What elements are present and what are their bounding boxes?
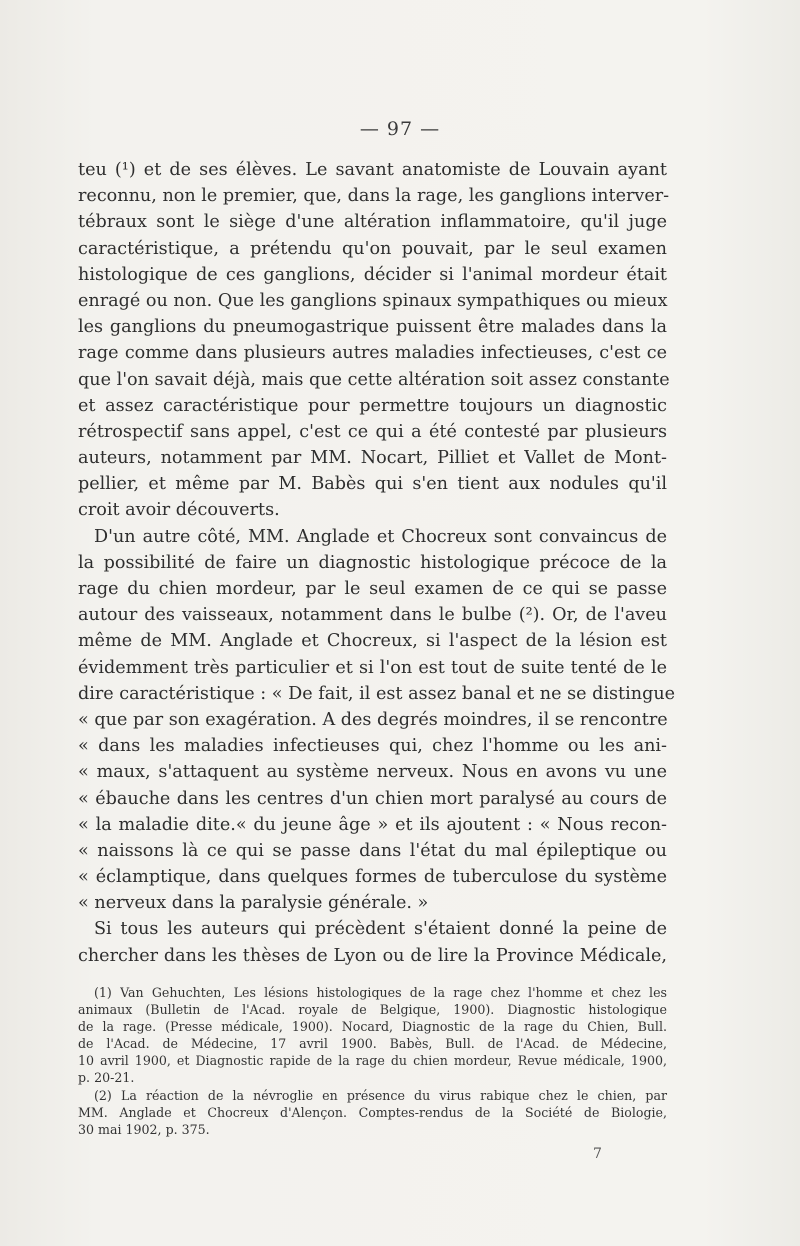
footnote-line: (2) La réaction de la névroglie en présence du virus rabique chez le chien, par bbox=[94, 1087, 667, 1103]
body-line: même de MM. Anglade et Chocreux, si l'aspect de la lésion est bbox=[78, 631, 667, 652]
body-line: auteurs, notamment par MM. Nocart, Pilliet et Vallet de Mont- bbox=[78, 448, 667, 469]
body-line: les ganglions du pneumogastrique puissent être malades dans la bbox=[78, 317, 667, 338]
footnote-line: de l'Acad. de Médecine, 17 avril 1900. Babès, Bull. de l'Acad. de Médecine, bbox=[78, 1036, 667, 1052]
body-line: caractéristique, a prétendu qu'on pouvait, par le seul examen bbox=[78, 238, 667, 259]
body-line: évidemment très particulier et si l'on est tout de suite tenté de le bbox=[78, 657, 667, 678]
body-line: « éclamptique, dans quelques formes de tuberculose du système bbox=[78, 867, 667, 888]
footnote-line: animaux (Bulletin de l'Acad. royale de Belgique, 1900). Diagnostic histologique bbox=[78, 1002, 667, 1018]
footnote-line: MM. Anglade et Chocreux d'Alençon. Comptes-rendus de la Société de Biologie, bbox=[78, 1104, 667, 1120]
body-line: « que par son exagération. A des degrés moindres, il se rencontre bbox=[78, 709, 668, 730]
body-line: teu (¹) et de ses élèves. Le savant anatomiste de Louvain ayant bbox=[78, 160, 667, 180]
body-line: enragé ou non. Que les ganglions spinaux sympathiques ou mieux bbox=[78, 290, 668, 311]
body-line: chercher dans les thèses de Lyon ou de lire la Province Médicale, bbox=[78, 945, 667, 966]
body-line: « naissons là ce qui se passe dans l'état du mal épileptique ou bbox=[78, 840, 667, 861]
body-line: que l'on savait déjà, mais que cette altération soit assez constante bbox=[78, 369, 670, 390]
body-line: histologique de ces ganglions, décider si l'animal mordeur était bbox=[78, 264, 667, 285]
body-text bbox=[78, 157, 676, 969]
body-line: la possibilité de faire un diagnostic histologique précoce de la bbox=[78, 552, 667, 573]
body-line: rétrospectif sans appel, c'est ce qui a été contesté par plusieurs bbox=[78, 421, 667, 442]
body-line: « la maladie dite.« du jeune âge » et ils ajoutent : « Nous recon- bbox=[78, 814, 667, 835]
footnote-line: 10 avril 1900, et Diagnostic rapide de la rage du chien mordeur, Revue médicale, 1900, bbox=[78, 1053, 667, 1069]
footnotes bbox=[78, 984, 667, 1138]
body-line: dire caractéristique : « De fait, il est assez banal et ne se distingue bbox=[78, 683, 676, 704]
body-line: rage du chien mordeur, par le seul examen de ce qui se passe bbox=[78, 579, 667, 599]
body-line: tébraux sont le siège d'une altération inflammatoire, qu'il juge bbox=[78, 212, 667, 233]
footnote-line: (1) Van Gehuchten, Les lésions histologiques de la rage chez l'homme et chez les bbox=[94, 985, 667, 1000]
body-line: pellier, et même par M. Babès qui s'en tient aux nodules qu'il bbox=[78, 474, 667, 495]
body-line: « nerveux dans la paralysie générale. » bbox=[78, 893, 429, 914]
body-line: « maux, s'attaquent au système nerveux. Nous en avons vu une bbox=[78, 762, 667, 783]
body-line: rage comme dans plusieurs autres maladies infectieuses, c'est ce bbox=[78, 343, 667, 364]
body-line: et assez caractéristique pour permettre toujours un diagnostic bbox=[78, 395, 667, 416]
page-number: — 97 — bbox=[359, 118, 441, 140]
body-line: D'un autre côté, MM. Anglade et Chocreux sont convaincus de bbox=[94, 526, 667, 547]
body-line: croit avoir découverts. bbox=[78, 500, 280, 521]
body-line: « dans les maladies infectieuses qui, chez l'homme ou les ani- bbox=[78, 736, 667, 757]
body-line: « ébauche dans les centres d'un chien mort paralysé au cours de bbox=[78, 788, 667, 809]
body-line: reconnu, non le premier, que, dans la rage, les ganglions interver- bbox=[78, 186, 670, 207]
footnote-line: 30 mai 1902, p. 375. bbox=[78, 1121, 210, 1137]
body-line: Si tous les auteurs qui précèdent s'étaient donné la peine de bbox=[94, 919, 667, 940]
footnote-line: de la rage. (Presse médicale, 1900). Nocard, Diagnostic de la rage du Chien, Bull. bbox=[78, 1019, 667, 1035]
sheet-signature: 7 bbox=[593, 1146, 602, 1162]
body-line: autour des vaisseaux, notamment dans le bulbe (²). Or, de l'aveu bbox=[78, 605, 667, 626]
footnote-line: p. 20-21. bbox=[78, 1070, 135, 1086]
